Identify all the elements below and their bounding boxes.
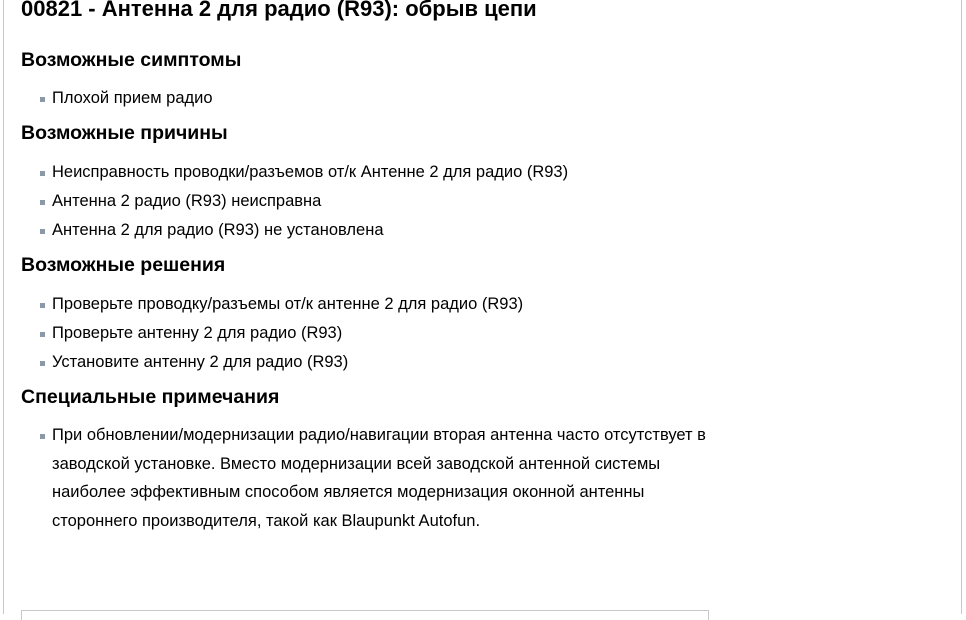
list-item-text: Антенна 2 радио (R93) неисправна bbox=[52, 192, 322, 210]
notes-heading: Специальные примечания bbox=[21, 386, 280, 408]
list-item-text: При обновлении/модернизации радио/навигации вторая антенна часто отсутствует в заводской установке. Вместо модернизации всей заводской антенной системы наиболее эффективным способом является модернизация оконной антенны стороннего производителя, такой как Blaupunkt Autofun. bbox=[52, 426, 706, 531]
notes-list bbox=[21, 421, 721, 536]
square-bullet-icon bbox=[40, 434, 45, 439]
solutions-heading: Возможные решения bbox=[21, 254, 226, 276]
causes-list bbox=[21, 158, 721, 245]
next-section-box bbox=[21, 610, 709, 620]
square-bullet-icon bbox=[40, 97, 45, 102]
symptoms-heading: Возможные симптомы bbox=[21, 49, 242, 71]
right-border bbox=[961, 0, 962, 614]
list-item bbox=[21, 348, 721, 377]
list-item-text: Установите антенну 2 для радио (R93) bbox=[52, 353, 349, 371]
list-item-text: Неисправность проводки/разъемов от/к Антенне 2 для радио (R93) bbox=[52, 163, 569, 181]
square-bullet-icon bbox=[40, 200, 45, 205]
square-bullet-icon bbox=[40, 171, 45, 176]
list-item bbox=[21, 290, 721, 319]
list-item bbox=[21, 158, 721, 187]
square-bullet-icon bbox=[40, 361, 45, 366]
list-item bbox=[21, 319, 721, 348]
solutions-list bbox=[21, 290, 721, 377]
left-border bbox=[3, 0, 4, 614]
list-item bbox=[21, 421, 712, 536]
page-title: 00821 - Антенна 2 для радио (R93): обрыв цепи bbox=[21, 0, 537, 21]
list-item-text: Антенна 2 для радио (R93) не установлена bbox=[52, 221, 384, 239]
square-bullet-icon bbox=[40, 229, 45, 234]
symptoms-list bbox=[21, 84, 721, 113]
list-item-text: Проверьте антенну 2 для радио (R93) bbox=[52, 324, 343, 342]
list-item bbox=[21, 187, 721, 216]
square-bullet-icon bbox=[40, 303, 45, 308]
list-item-text: Плохой прием радио bbox=[52, 89, 213, 107]
list-item-text: Проверьте проводку/разъемы от/к антенне 2 для радио (R93) bbox=[52, 295, 524, 313]
causes-heading: Возможные причины bbox=[21, 122, 228, 144]
square-bullet-icon bbox=[40, 332, 45, 337]
list-item bbox=[21, 216, 721, 245]
article-content bbox=[21, 0, 721, 536]
list-item bbox=[21, 84, 721, 113]
